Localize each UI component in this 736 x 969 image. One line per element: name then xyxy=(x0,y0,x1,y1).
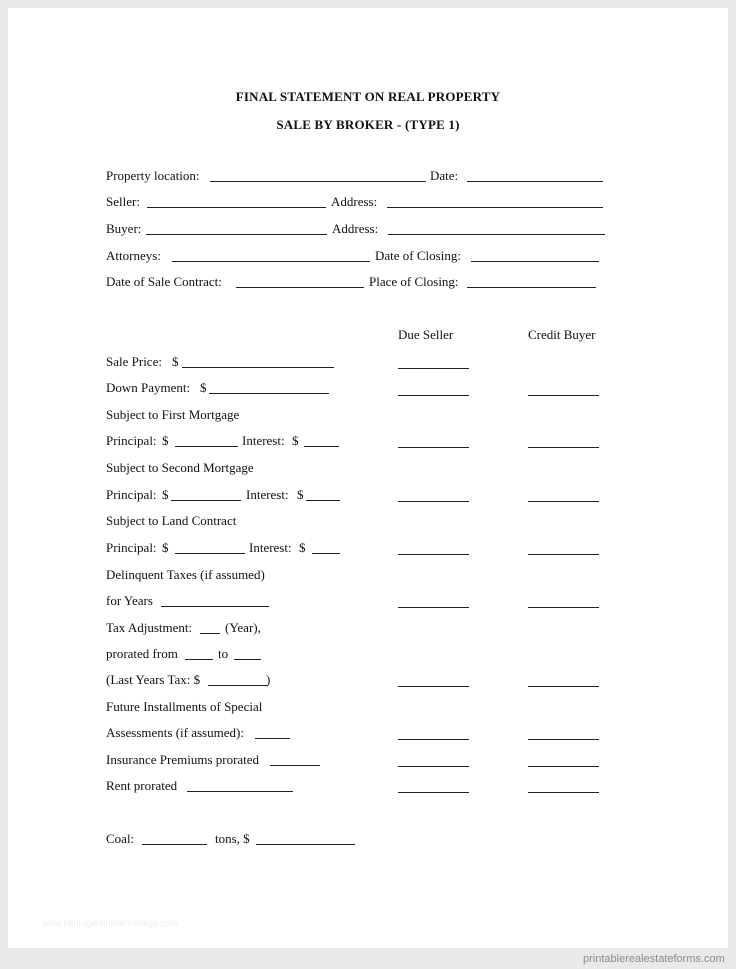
place-of-closing-label: Place of Closing: xyxy=(369,274,459,289)
faint-watermark: www.heritagechristiancollege.com xyxy=(42,918,178,928)
sale-price-field[interactable] xyxy=(182,367,334,368)
dollar-sign: $ xyxy=(299,540,306,555)
prorated-from-label: prorated from xyxy=(106,646,178,661)
year-label: (Year), xyxy=(225,620,261,635)
close-paren: ) xyxy=(266,672,271,687)
seller-field[interactable] xyxy=(147,207,326,208)
dollar-sign: $ xyxy=(162,540,169,555)
property-location-field[interactable] xyxy=(210,181,426,182)
to-label: to xyxy=(218,646,229,661)
tax-adjustment-label: Tax Adjustment: xyxy=(106,620,193,635)
seller-address-field[interactable] xyxy=(387,207,603,208)
down-payment-field[interactable] xyxy=(209,393,329,394)
principal-label: Principal: xyxy=(106,487,157,502)
coal-amount-field[interactable] xyxy=(256,844,355,845)
property-location-label: Property location: xyxy=(106,168,200,183)
for-years-field[interactable] xyxy=(161,606,269,607)
due-seller-header: Due Seller xyxy=(398,327,454,342)
coal-label: Coal: xyxy=(106,831,135,846)
due-seller-field[interactable] xyxy=(398,766,469,767)
rent-prorated-label: Rent prorated xyxy=(106,778,178,793)
principal-label: Principal: xyxy=(106,540,157,555)
interest-label: Interest: xyxy=(242,433,285,448)
date-of-sale-contract-label: Date of Sale Contract: xyxy=(106,274,222,289)
credit-buyer-field[interactable] xyxy=(528,501,599,502)
seller-address-label: Address: xyxy=(331,194,378,209)
document-title: FINAL STATEMENT ON REAL PROPERTY xyxy=(235,89,501,104)
principal-field[interactable] xyxy=(175,553,245,554)
due-seller-field[interactable] xyxy=(398,501,469,502)
insurance-premiums-label: Insurance Premiums prorated xyxy=(106,752,260,767)
seller-label: Seller: xyxy=(106,194,140,209)
for-years-label: for Years xyxy=(106,593,153,608)
date-of-sale-contract-field[interactable] xyxy=(236,287,364,288)
credit-buyer-field[interactable] xyxy=(528,766,599,767)
document-page xyxy=(8,8,728,948)
dollar-sign: $ xyxy=(292,433,299,448)
due-seller-field[interactable] xyxy=(398,739,469,740)
land-contract-label: Subject to Land Contract xyxy=(106,513,237,528)
place-of-closing-field[interactable] xyxy=(467,287,596,288)
interest-label: Interest: xyxy=(249,540,292,555)
attorneys-field[interactable] xyxy=(172,261,370,262)
due-seller-field[interactable] xyxy=(398,368,469,369)
due-seller-field[interactable] xyxy=(398,395,469,396)
credit-buyer-field[interactable] xyxy=(528,686,599,687)
principal-label: Principal: xyxy=(106,433,157,448)
second-mortgage-label: Subject to Second Mortgage xyxy=(106,460,254,475)
date-field[interactable] xyxy=(467,181,603,182)
date-of-closing-field[interactable] xyxy=(471,261,599,262)
prorated-from-field[interactable] xyxy=(185,659,213,660)
interest-field[interactable] xyxy=(306,500,340,501)
dollar-sign: $ xyxy=(172,354,179,369)
date-of-closing-label: Date of Closing: xyxy=(375,248,461,263)
principal-field[interactable] xyxy=(175,446,238,447)
down-payment-label: Down Payment: xyxy=(106,380,191,395)
interest-label: Interest: xyxy=(246,487,289,502)
due-seller-field[interactable] xyxy=(398,607,469,608)
dollar-sign: $ xyxy=(297,487,304,502)
coal-tons-field[interactable] xyxy=(142,844,207,845)
last-years-tax-field[interactable] xyxy=(208,685,268,686)
first-mortgage-label: Subject to First Mortgage xyxy=(106,407,240,422)
interest-field[interactable] xyxy=(312,553,340,554)
document-subtitle: SALE BY BROKER - (TYPE 1) xyxy=(276,117,460,132)
date-label: Date: xyxy=(430,168,459,183)
site-watermark: printablerealestateforms.com xyxy=(583,953,725,965)
due-seller-field[interactable] xyxy=(398,686,469,687)
delinquent-taxes-label: Delinquent Taxes (if assumed) xyxy=(106,567,265,582)
credit-buyer-field[interactable] xyxy=(528,739,599,740)
dollar-sign: $ xyxy=(162,487,169,502)
principal-field[interactable] xyxy=(171,500,241,501)
tax-year-field[interactable] xyxy=(200,633,220,634)
credit-buyer-field[interactable] xyxy=(528,554,599,555)
due-seller-field[interactable] xyxy=(398,554,469,555)
assessments-field[interactable] xyxy=(255,738,290,739)
last-years-tax-label: (Last Years Tax: $ xyxy=(106,672,201,687)
assessments-label: Assessments (if assumed): xyxy=(106,725,244,740)
prorated-to-field[interactable] xyxy=(234,659,261,660)
insurance-premiums-field[interactable] xyxy=(270,765,320,766)
due-seller-field[interactable] xyxy=(398,792,469,793)
sale-price-label: Sale Price: xyxy=(106,354,162,369)
future-installments-label: Future Installments of Special xyxy=(106,699,263,714)
credit-buyer-field[interactable] xyxy=(528,792,599,793)
dollar-sign: $ xyxy=(200,380,207,395)
due-seller-field[interactable] xyxy=(398,447,469,448)
buyer-field[interactable] xyxy=(146,234,327,235)
interest-field[interactable] xyxy=(304,446,339,447)
credit-buyer-field[interactable] xyxy=(528,447,599,448)
rent-prorated-field[interactable] xyxy=(187,791,293,792)
buyer-address-label: Address: xyxy=(332,221,379,236)
attorneys-label: Attorneys: xyxy=(106,248,161,263)
credit-buyer-field[interactable] xyxy=(528,395,599,396)
buyer-label: Buyer: xyxy=(106,221,142,236)
credit-buyer-field[interactable] xyxy=(528,607,599,608)
credit-buyer-header: Credit Buyer xyxy=(528,327,596,342)
tons-label: tons, $ xyxy=(215,831,250,846)
dollar-sign: $ xyxy=(162,433,169,448)
buyer-address-field[interactable] xyxy=(388,234,605,235)
